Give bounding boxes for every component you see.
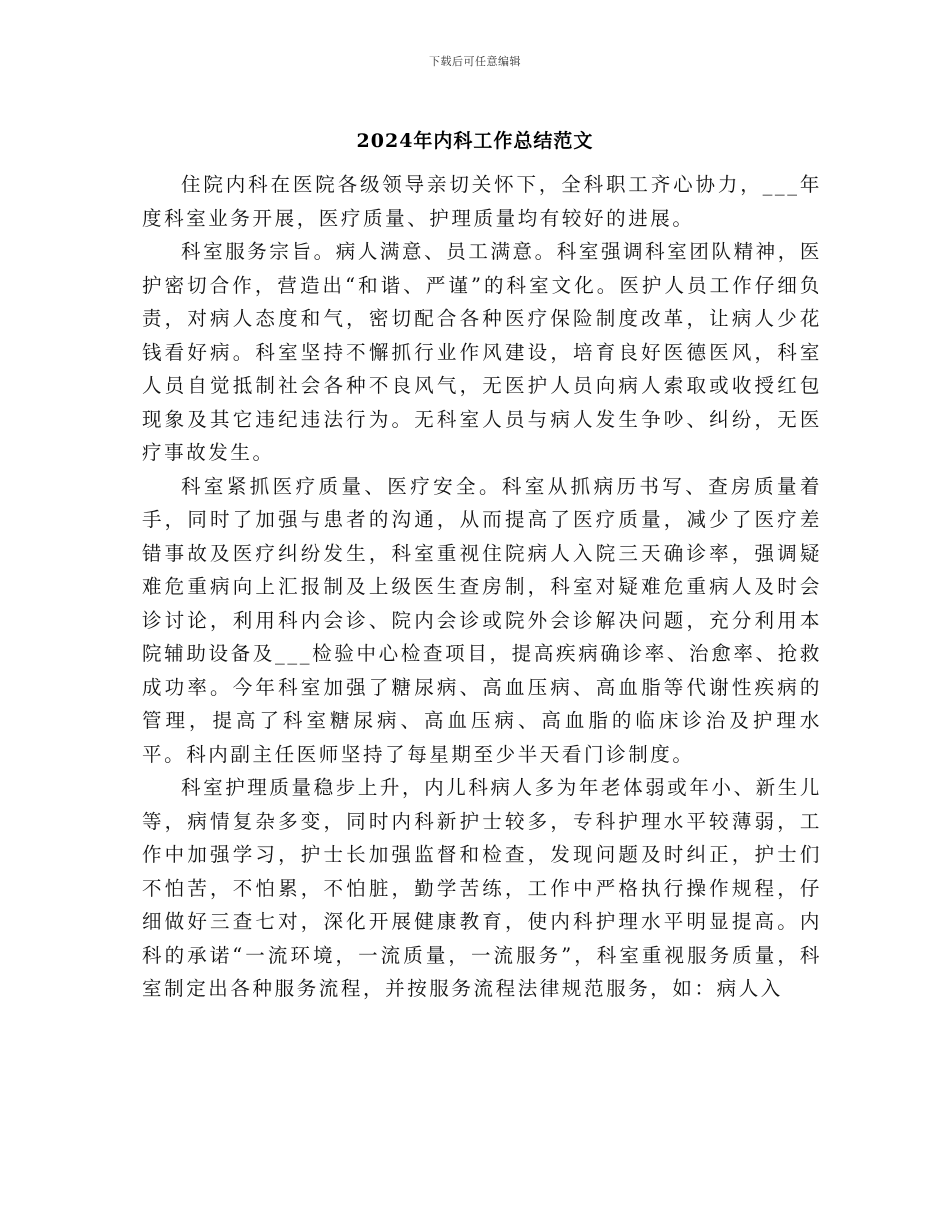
document-title: 2024年内科工作总结范文: [356, 130, 594, 152]
paragraph: 科室紧抓医疗质量、医疗安全。科室从抓病历书写、查房质量着手，同时了加强与患者的沟通，从而提高了医疗质量，减少了医疗差错事故及医疗纠纷发生，科室重视住院病人入院三天确诊率，强调疑难危重病向上汇报制及上级医生查房制，科室对疑难危重病人及时会诊讨论，利用科内会诊、院内会诊或院外会诊解决问题，充分利用本院辅助设备及___检验中心检查项目，提高疾病确诊率、治愈率、抢救成功率。今年科室加强了糖尿病、高血压病、高血脂等代谢性疾病的管理，提高了科室糖尿病、高血压病、高血脂的临床诊治及护理水平。科内副主任医师坚持了每星期至少半天看门诊制度。: [142, 474, 822, 766]
paragraph: 科室服务宗旨。病人满意、员工满意。科室强调科室团队精神，医护密切合作，营造出“和谐、严谨”的科室文化。医护人员工作仔细负责，对病人态度和气，密切配合各种医疗保险制度改革，让病人少花钱看好病。科室坚持不懈抓行业作风建设，培育良好医德医风，科室人员自觉抵制社会各种不良风气，无医护人员向病人索取或收授红包现象及其它违纪违法行为。无科室人员与病人发生争吵、纠纷，无医疗事故发生。: [142, 240, 822, 464]
document-body: [142, 168, 822, 1006]
paragraph: 科室护理质量稳步上升，内儿科病人多为年老体弱或年小、新生儿等，病情复杂多变，同时内科新护士较多，专科护理水平较薄弱，工作中加强学习，护士长加强监督和检查，发现问题及时纠正，护士们不怕苦，不怕累，不怕脏，勤学苦练，工作中严格执行操作规程，仔细做好三查七对，深化开展健康教育，使内科护理水平明显提高。内科的承诺“一流环境，一流质量，一流服务”，科室重视服务质量，科室制定出各种服务流程，并按服务流程法律规范服务，如：病人入: [142, 776, 822, 1000]
paragraph: 住院内科在医院各级领导亲切关怀下，全科职工齐心协力，___年度科室业务开展，医疗质量、护理质量均有较好的进展。: [142, 173, 822, 230]
page-header: 下载后可任意编辑: [429, 55, 521, 68]
